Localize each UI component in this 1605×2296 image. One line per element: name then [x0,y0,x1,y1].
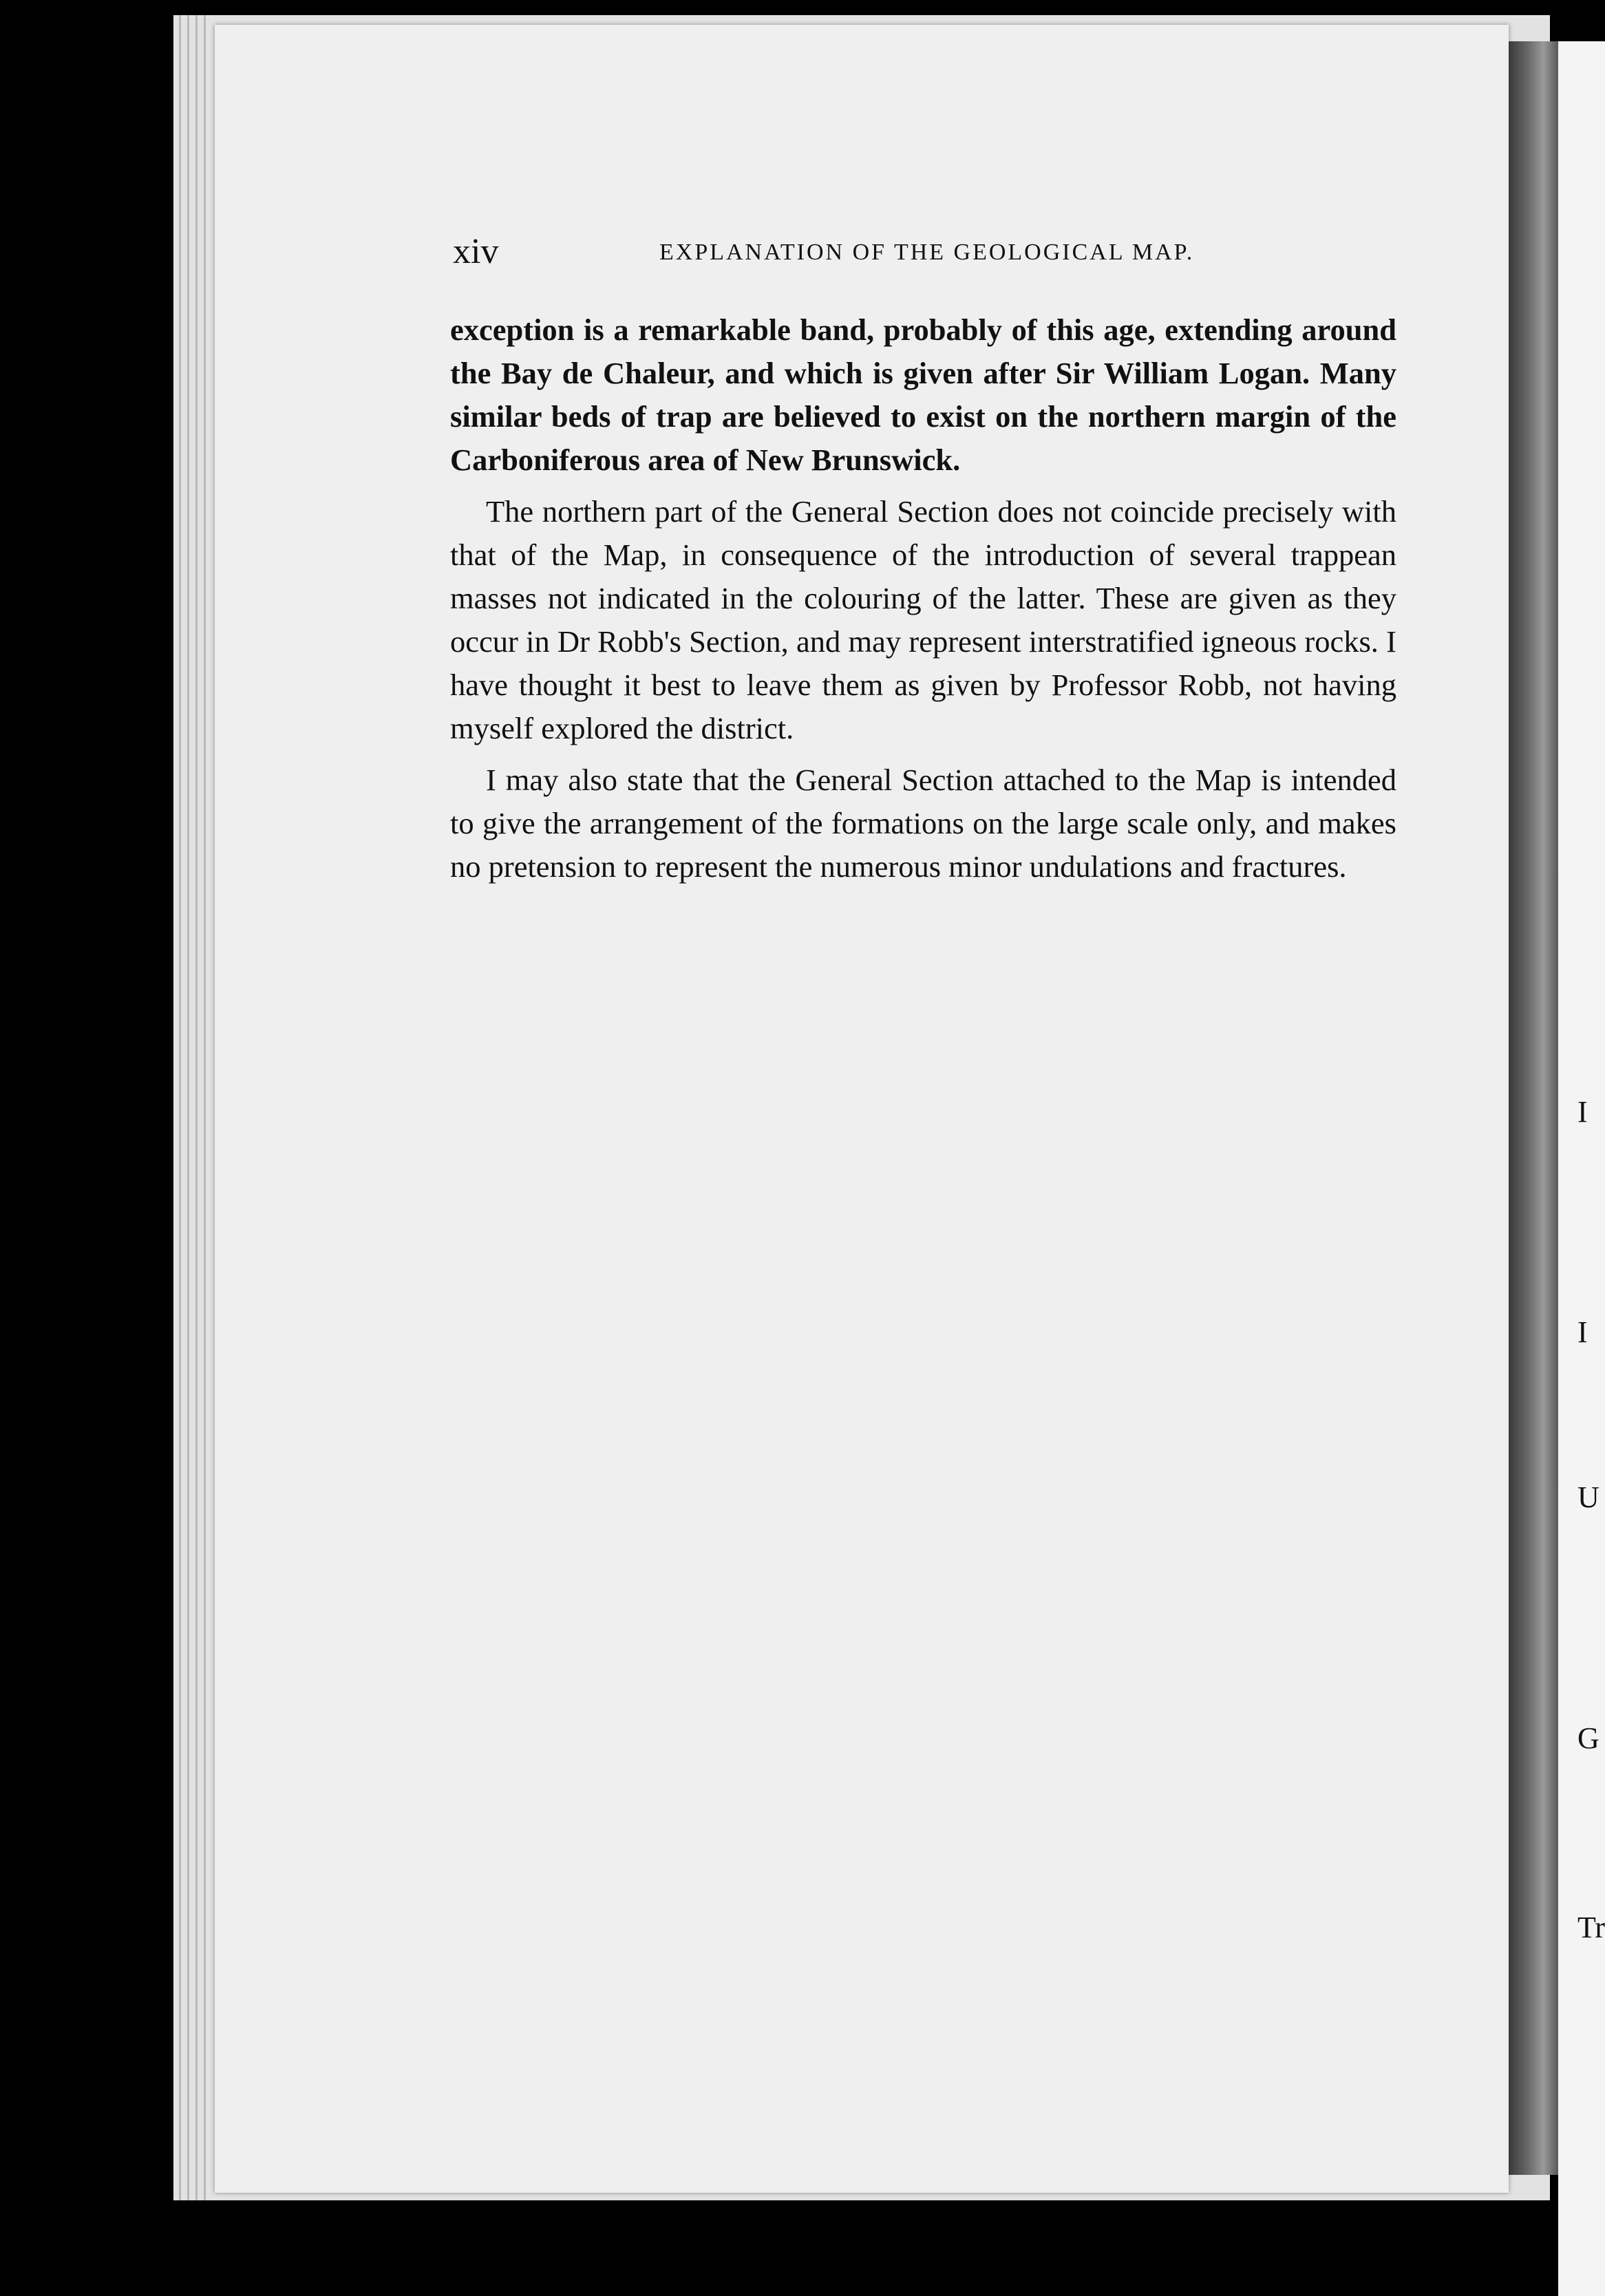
facing-page-letter: I [1577,1095,1588,1129]
paragraph: The northern part of the General Section does not coincide precisely with that of the Map, in consequence of the introduction of several trappean masses not indicated in the colouring of the latter. These are given as they occur in Dr Robb's Section, and may represent interstratified igneous rocks. I have thought it best to leave them as given by Professor Robb, not having myself explored the district. [450,494,1396,745]
paragraph: I may also state that the General Section attached to the Map is intended to give the arrangement of the formations on the large scale only, and makes no pretension to represent the numerous minor undulations and fractures. [450,763,1396,884]
page-header [453,231,1396,286]
page-body [450,308,1396,897]
facing-page-letter: U [1577,1480,1599,1514]
page-number: xiv [453,232,499,271]
book-gutter [1509,41,1558,2175]
facing-page-letter: I [1577,1315,1588,1349]
paragraph: exception is a remarkable band, probably of this age, extending around the Bay de Chaleur, and which is given after Sir William Logan. Many similar beds of trap are believed to exist on the northern margin of the Carboniferous area of New Brunswick. [450,312,1396,477]
facing-page-edge [1558,41,1605,2296]
running-title: EXPLANATION OF THE GEOLOGICAL MAP. [659,240,1195,265]
facing-page-letter: G [1577,1721,1599,1755]
facing-page-letter: Tr [1577,1911,1605,1944]
